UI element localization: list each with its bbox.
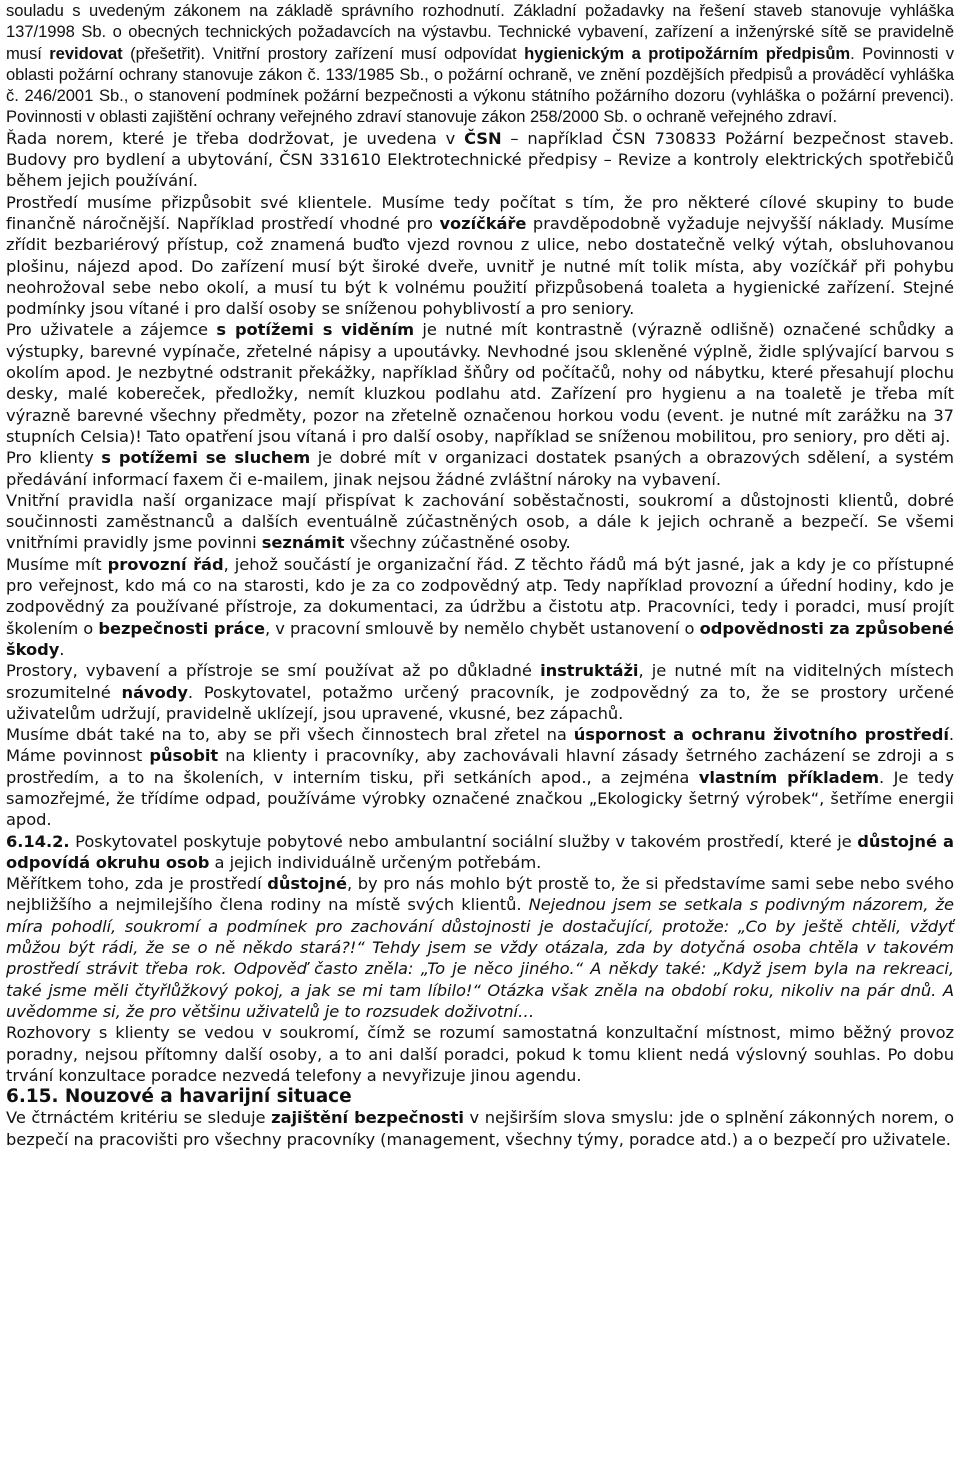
paragraph-p14	[6, 1107, 954, 1150]
text-run: důstojné	[267, 874, 347, 894]
paragraph-p13	[6, 1086, 954, 1107]
paragraph-p06	[6, 490, 954, 554]
paragraph-p01	[6, 0, 954, 128]
text-run: . Poskytovatel, potažmo určený pracovník, je zodpovědný za to, že se prostory určené uživatelům udržují, pravidelně uklízejí, jsou upravené, vkusné, bez zápachů.	[6, 682, 954, 723]
text-run: a jejich individuálně určeným potřebám.	[209, 852, 542, 872]
text-run: hygienickým a protipožárním předpisům	[524, 43, 851, 63]
text-run: souladu s uvedeným zákonem na základě správního rozhodnutí. Základní požadavky na řešení staveb stanovuje vyhláška 137/1998 Sb. o obecných technických požadavcích na výstavbu. Technické vybavení, zařízení a inženýrské sítě se pravidelně musí	[6, 1, 954, 63]
text-run: působit	[149, 746, 219, 766]
text-run: bezpečnosti práce	[98, 618, 265, 638]
text-run: , je nutné mít na viditelných místech srozumitelné	[6, 661, 954, 702]
text-run: Rozhovory s klienty se vedou v soukromí, čímž se rozumí samostatná konzultační místnost, mimo běžný provoz poradny, nejsou přítomny další osoby, a to ani další poradci, pokud k tomu klient nedá výslovný souhlas. Po dobu trvání konzultace poradce nezvedá telefony a nevyřizuje jinou agendu.	[6, 1023, 954, 1085]
paragraph-p03	[6, 192, 954, 320]
text-run: zajištění bezpečnosti	[271, 1108, 464, 1128]
text-run: je dobré mít v organizaci dostatek psaných a obrazových sdělení, a systém předávání informací faxem či e-mailem, jinak nejsou žádné zvláštní nároky na vybavení.	[6, 448, 954, 489]
text-run: důstojné a odpovídá okruhu osob	[6, 831, 954, 872]
paragraph-p12	[6, 1022, 954, 1086]
text-run: s potížemi se sluchem	[101, 448, 311, 468]
text-run: vlastním příkladem	[698, 767, 880, 787]
text-run: , jehož součástí je organizační řád. Z těchto řádů má být jasné, jak a kdy je co přístupné pro veřejnost, kdo má co na starosti, kdo je za co zodpovědný atp. Tedy například provozní a úřední hodiny, kdo je zodpovědný za používané přístroje, za dokumentaci, za údržbu a čistotu atp. Pracovníci, tedy i poradci, musí projít školením o	[6, 554, 954, 638]
text-run: pravděpodobně vyžaduje nejvyšší náklady. Musíme zřídit bezbariérový přístup, což znamená buďto vjezd rovnou z ulice, nebo dostatečně velký výtah, obsluhovanou plošinu, nájezd apod. Do zařízení musí být široké dveře, uvnitř je nutné mít tolik místa, aby vozíčkář při pohybu neohrožoval sebe nebo okolí, a musí tu být k volnému použití přizpůsobená toaleta a hygienické zařízení. Stejné podmínky jsou vítané i pro další osoby se sníženou pohyblivostí a pro seniory.	[6, 213, 955, 319]
paragraph-p09	[6, 724, 954, 830]
text-run: .	[59, 639, 65, 659]
section-heading: 6.15. Nouzové a havarijní situace	[6, 1086, 352, 1108]
text-run: – například ČSN 730833 Požární bezpečnost staveb. Budovy pro bydlení a ubytování, ČSN 331610 Elektrotechnické předpisy – Revize a kontroly elektrických spotřebičů během jejich používání.	[6, 128, 954, 191]
text-run: Pro klienty	[6, 448, 102, 468]
text-run: . Máme povinnost	[6, 725, 954, 766]
text-run: , v pracovní smlouvě by nemělo chybět ustanovení o	[264, 618, 700, 638]
text-run: ČSN	[464, 128, 502, 148]
paragraph-p04	[6, 319, 954, 447]
text-run: Řada norem, které je třeba dodržovat, je uvedena v	[6, 128, 465, 148]
text-run: návody	[121, 682, 188, 702]
paragraph-p07	[6, 554, 954, 660]
text-run: (přešetřit). Vnitřní prostory zařízení musí odpovídat	[122, 43, 525, 63]
text-run: Vnitřní pravidla naší organizace mají přispívat k zachování soběstačnosti, soukromí a důstojnosti klientů, dobré součinnosti zaměstnanců a dalších eventuálně zúčastněných osob, a dále k jejich ochraně a bezpečí. Se všemi vnitřními pravidly jsme povinni	[6, 490, 954, 553]
text-run: odpovědnosti za způsobené škody	[6, 618, 954, 659]
text-run: seznámit	[261, 533, 345, 553]
text-run: všechny zúčastněné osoby.	[344, 533, 571, 553]
text-run: Prostory, vybavení a přístroje se smí používat až po důkladné	[6, 661, 541, 681]
text-run: Měřítkem toho, zda je prostředí	[6, 874, 268, 894]
text-run: Nejednou jsem se setkala s podivným názorem, že míra pohodlí, soukromí a podmínek pro zachování důstojnosti je dostačující, protože: „Co by ještě chtěli, vždyť můžou být rádi, že se o ně někdo stará?!“ Tehdy jsem se vždy otázala, zda by dotyčná osoba chtěla v takovém prostředí strávit třeba rok. Odpověď často zněla: „To je něco jiného.“ A někdy také: „Když jsem byla na rekreaci, také jsme měli čtyřlůžkový pokoj, a jak se mi tam líbilo!“ Otázka však zněla na období roku, nikoliv na pár dnů. A uvědomme si, že pro většinu uživatelů je to rozsudek doživotní…	[6, 895, 954, 1021]
text-run: instruktáži	[540, 661, 639, 681]
text-run: Poskytovatel poskytuje pobytové nebo ambulantní sociální služby v takovém prostředí, které je	[69, 831, 858, 851]
text-run: . Povinnosti v oblasti požární ochrany stanovuje zákon č. 133/1985 Sb., o požární ochraně, ve znění pozdějších předpisů a prováděcí vyhláška č. 246/2001 Sb., o stanovení podmínek požární bezpečnosti a výkonu státního požárního dozoru (vyhláška o požární prevenci). Povinnosti v oblasti zajištění ochrany veřejného zdraví stanovuje zákon 258/2000 Sb. o ochraně veřejného zdraví.	[6, 43, 954, 127]
text-run: , by pro nás mohlo být prostě to, že si představíme sami sebe nebo svého nejbližšího a nejmilejšího člena rodiny na místě svých klientů.	[6, 874, 955, 915]
text-run: Prostředí musíme přizpůsobit své klientele. Musíme tedy počítat s tím, že pro některé cílové skupiny to bude finančně náročnější. Například prostředí vhodné pro	[6, 192, 954, 233]
text-run: je nutné mít kontrastně (výrazně odlišně) označené schůdky a výstupky, barevné vypínače, zřetelné nápisy a upoutávky. Nevhodné jsou skleněné výplně, židle splývající barvou s okolím apod. Je nezbytné odstranit překážky, například šňůry od počítačů, nohy od nábytku, které přesahují plochu desky, malé kobereček, předložky, nemít kluzkou podlahu atd. Zařízení pro hygienu a na toaletě je třeba mít výrazně barevné všechny předměty, pozor na zřetelně označenou horkou vodu (event. je nutné mít zarážku na 37 stupních Celsia)! Tato opatření jsou vítaná i pro další osoby, například se sníženou mobilitou, pro seniory, pro děti aj.	[6, 320, 954, 446]
paragraph-p02	[6, 128, 954, 192]
text-run: v nejširším slova smyslu: jde o splnění zákonných norem, o bezpečí na pracovišti pro všechny pracovníky (management, všechny týmy, poradce atd.) a o bezpečí pro uživatele.	[6, 1108, 954, 1149]
text-run: Musíme dbát také na to, aby se při všech činnostech bral zřetel na	[6, 725, 574, 745]
text-run: s potížemi s viděním	[216, 320, 414, 340]
text-run: Musíme mít	[6, 554, 108, 574]
text-run: na klienty i pracovníky, aby zachovávali hlavní zásady šetrného zacházení se zdroji a s prostředím, a to na školeních, v interním tisku, při setkáních apod., a zejména	[6, 746, 955, 787]
paragraph-p05	[6, 447, 954, 490]
paragraph-p11	[6, 873, 954, 1022]
text-run: . Je tedy samozřejmé, že třídíme odpad, používáme výrobky označené značkou „Ekologicky šetrný výrobek“, šetříme energii apod.	[6, 767, 954, 830]
text-run: Pro uživatele a zájemce	[6, 320, 217, 340]
text-run: 6.14.2.	[6, 831, 70, 851]
text-run: vozíčkáře	[439, 213, 527, 233]
text-run: úspornost a ochranu životního prostředí	[573, 725, 949, 745]
text-run: revidovat	[49, 43, 123, 63]
paragraph-p10	[6, 831, 954, 874]
paragraph-p08	[6, 660, 954, 724]
text-run: provozní řád	[107, 554, 224, 574]
text-run: Ve čtrnáctém kritériu se sleduje	[6, 1108, 272, 1128]
